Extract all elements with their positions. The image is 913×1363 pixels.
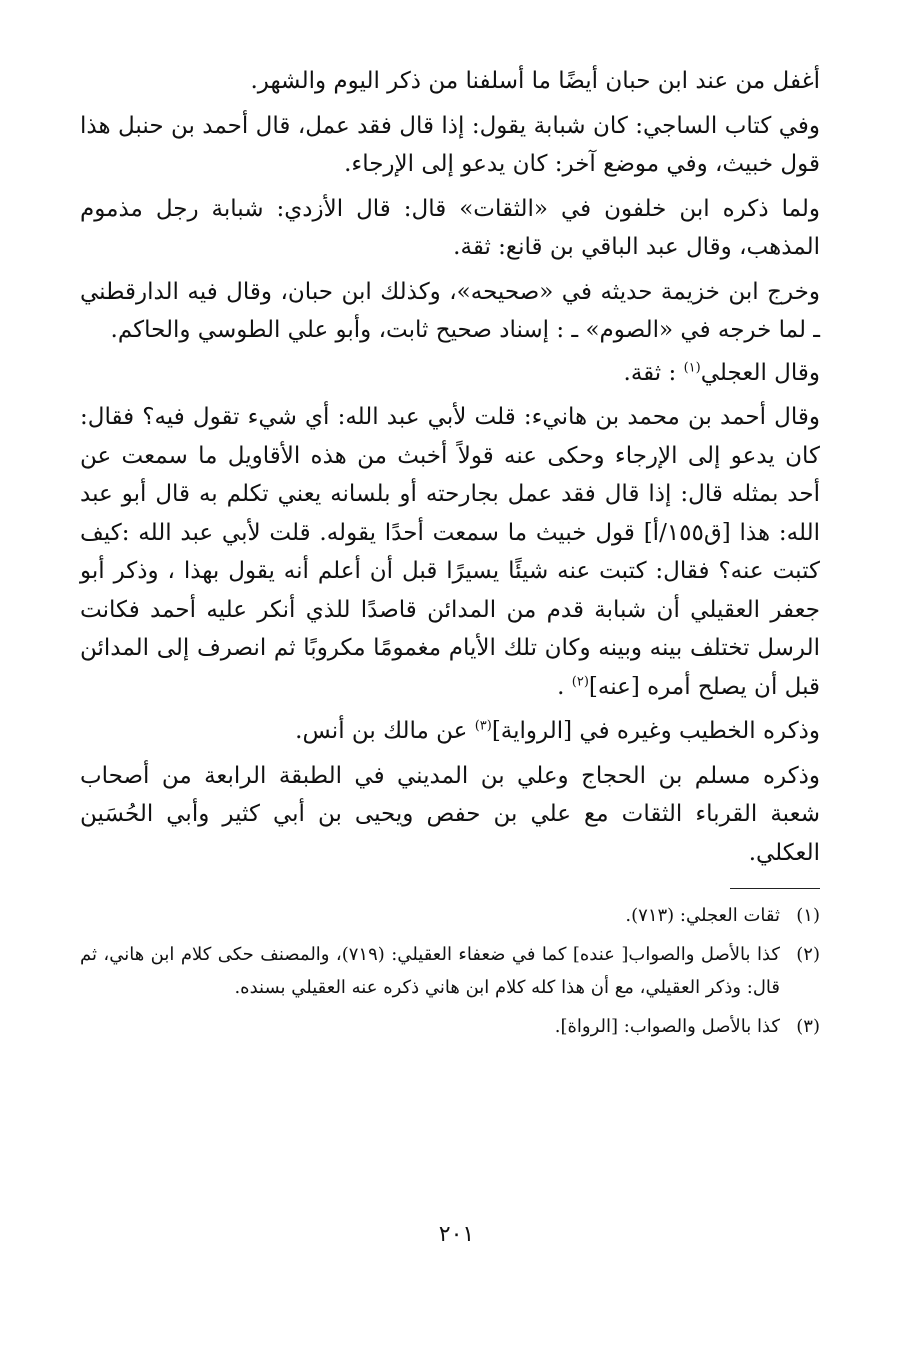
page-body [80,62,820,1049]
footnote-divider-wrap [80,888,820,889]
paragraph-muslim [80,757,820,873]
paragraph-saji [80,107,820,184]
footnote-number: (٢) [796,944,820,965]
khatib-text: وذكره الخطيب وغيره في [الرواية] [491,718,820,744]
footnote-text: كذا بالأصل والصواب: [الرواة]. [554,1016,780,1037]
footnote-text: ثقات العجلي: (٧١٣). [625,905,780,926]
ijli-verdict: : ثقة. [623,359,677,386]
ibn-hani-end: . [557,673,565,700]
footnote-ref-1: (١) [683,359,701,375]
paragraph-ibn-hibban [80,62,820,101]
paragraph-ibn-hani [80,398,820,706]
paragraph-ibn-khalfun [80,190,820,267]
paragraph-text: وخرج ابن خزيمة حديثه في «صحيحه»، وكذلك ابن حبان، وقال فيه الدارقطني ـ لما خرجه في «الصوم» ـ : إسناد صحيح ثابت، وأبو علي الطوسي والحاكم. [80,278,820,343]
ijli-label: وقال العجلي [700,359,820,386]
paragraph-text: وفي كتاب الساجي: كان شبابة يقول: إذا قال فقد عمل، قال أحمد بن حنبل هذا قول خبيث، وفي موضع آخر: كان يدعو إلى الإرجاء. [80,112,820,177]
khatib-end: عن مالك بن أنس. [295,718,475,744]
page-number: ٢٠١ [438,1222,475,1247]
paragraph-text: ولما ذكره ابن خلفون في «الثقات» قال: قال الأزدي: شبابة رجل مذموم المذهب، وقال عبد الباقي بن قانع: ثقة. [80,195,820,260]
footnotes [80,899,820,1043]
paragraph-khatib [80,712,820,751]
footnote-text: كذا بالأصل والصواب[ عنده] كما في ضعفاء العقيلي: (٧١٩)، والمصنف حكى كلام ابن هاني، ثم قال: وذكر العقيلي، مع أن هذا كله كلام ابن هاني ذكره عنه العقيلي بسنده. [80,944,780,998]
footnote-item [80,1010,820,1043]
footnote-ref-3: (٣) [474,718,492,734]
footnote-divider [730,888,820,889]
paragraph-ibn-khuzayma [80,273,820,350]
paragraph-ijli [80,354,820,393]
footnote-number: (٣) [796,1016,820,1037]
footnote-number: (١) [796,905,820,926]
ibn-hani-text: وقال أحمد بن محمد بن هانيء: قلت لأبي عبد الله: أي شيء تقول فيه؟ فقال: كان يدعو إلى الإرجاء وحكى عنه قولاً أخبث من هذه الأقاويل ما سمعت عن أحد بمثله قال: إذا قال فقد عمل بجارحته أو بلسانه يعني تكلم به قال أبو عبد الله: هذا [ق١٥٥/أ] قول خبيث ما سمعت أحدًا يقوله. قلت لأبي عبد الله :كيف كتبت عنه؟ فقال: كتبت عنه شيئًا يسيرًا قبل أن أعلم أنه يقول بهذا ، وذكر أبو جعفر العقيلي أن شبابة قدم من المدائن قاصدًا للذي أنكر عليه أحمد فكانت الرسل تختلف بينه وبينه وكان تلك الأيام مغمومًا مكروبًا ثم انصرف إلى المدائن قبل أن يصلح أمره [عنه] [80,404,820,700]
footnote-item [80,899,820,932]
paragraph-text [80,712,820,751]
paragraph-text [80,398,820,706]
footnote-ref-2: (٢) [571,673,589,689]
paragraph-text: أغفل من عند ابن حبان أيضًا ما أسلفنا من ذكر اليوم والشهر. [250,68,820,94]
paragraph-text [80,354,820,393]
footnote-item [80,938,820,1004]
paragraph-text: وذكره مسلم بن الحجاج وعلي بن المديني في الطبقة الرابعة من أصحاب شعبة القرباء الثقات مع علي بن حفص ويحيى بن أبي كثير وأبي الحُسَين العكلي. [80,762,820,866]
